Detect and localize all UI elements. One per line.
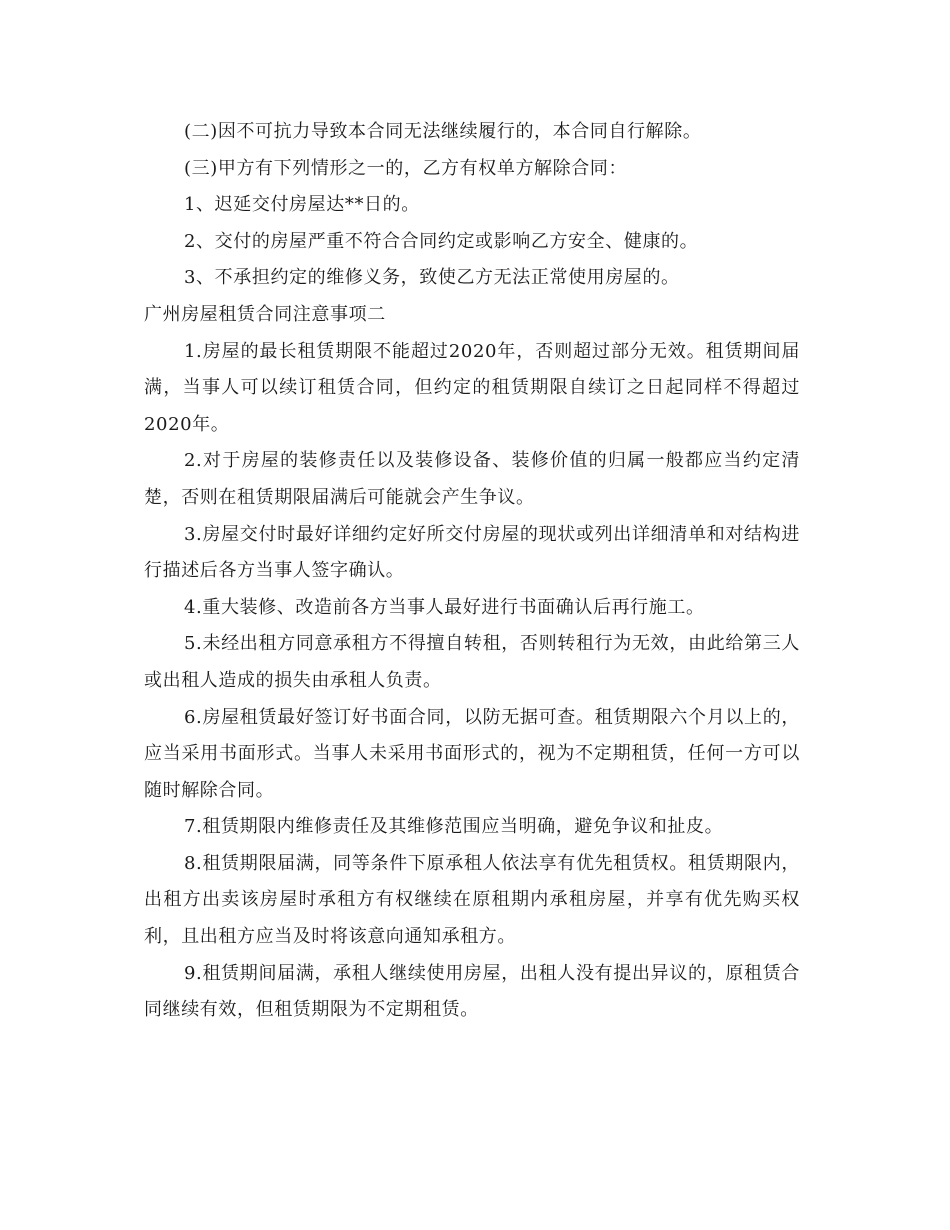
clause-2: 2.对于房屋的装修责任以及装修设备、装修价值的归属一般都应当约定清楚，否则在租赁期限届满后可能就会产生争议。 — [144, 450, 800, 508]
clause-8: 8.租赁期限届满，同等条件下原承租人依法享有优先租赁权。租赁期限内，出租方出卖该房屋时承租方有权继续在原租期内承租房屋，并享有优先购买权利，且出租方应当及时将该意向通知承租方。 — [144, 852, 800, 948]
paragraph-condition-2: 2、交付的房屋严重不符合合同约定或影响乙方安全、健康的。 — [184, 230, 699, 252]
clause-4: 4.重大装修、改造前各方当事人最好进行书面确认后再行施工。 — [184, 596, 705, 618]
clause-3: 3.房屋交付时最好详细约定好所交付房屋的现状或列出详细清单和对结构进行描述后各方当事人签字确认。 — [144, 523, 800, 582]
clause-6: 6.房屋租赁最好签订好书面合同，以防无据可查。租赁期限六个月以上的，应当采用书面形式。当事人未采用书面形式的，视为不定期租赁，任何一方可以随时解除合同。 — [144, 706, 800, 801]
section-heading: 广州房屋租赁合同注意事项二 — [144, 303, 386, 325]
paragraph-force-majeure: (二)因不可抗力导致本合同无法继续履行的，本合同自行解除。 — [184, 121, 702, 142]
paragraph-condition-3: 3、不承担约定的维修义务，致使乙方无法正常使用房屋的。 — [184, 267, 680, 289]
clause-7: 7.租赁期限内维修责任及其维修范围应当明确，避免争议和扯皮。 — [184, 816, 724, 838]
clause-5: 5.未经出租方同意承租方不得擅自转租，否则转租行为无效，由此给第三人或出租人造成的损失由承租人负责。 — [144, 633, 800, 691]
paragraph-condition-1: 1、迟延交付房屋达**日的。 — [184, 194, 420, 216]
clause-9: 9.租赁期间届满，承租人继续使用房屋，出租人没有提出异议的，原租赁合同继续有效，但租赁期限为不定期租赁。 — [144, 962, 800, 1021]
paragraph-termination-conditions: (三)甲方有下列情形之一的，乙方有权单方解除合同： — [184, 157, 628, 179]
document-body — [144, 114, 800, 1029]
clause-1: 1.房屋的最长租赁期限不能超过2020年，否则超过部分无效。租赁期间届满，当事人可以续订租赁合同，但约定的租赁期限自续订之日起同样不得超过2020年。 — [144, 340, 800, 435]
